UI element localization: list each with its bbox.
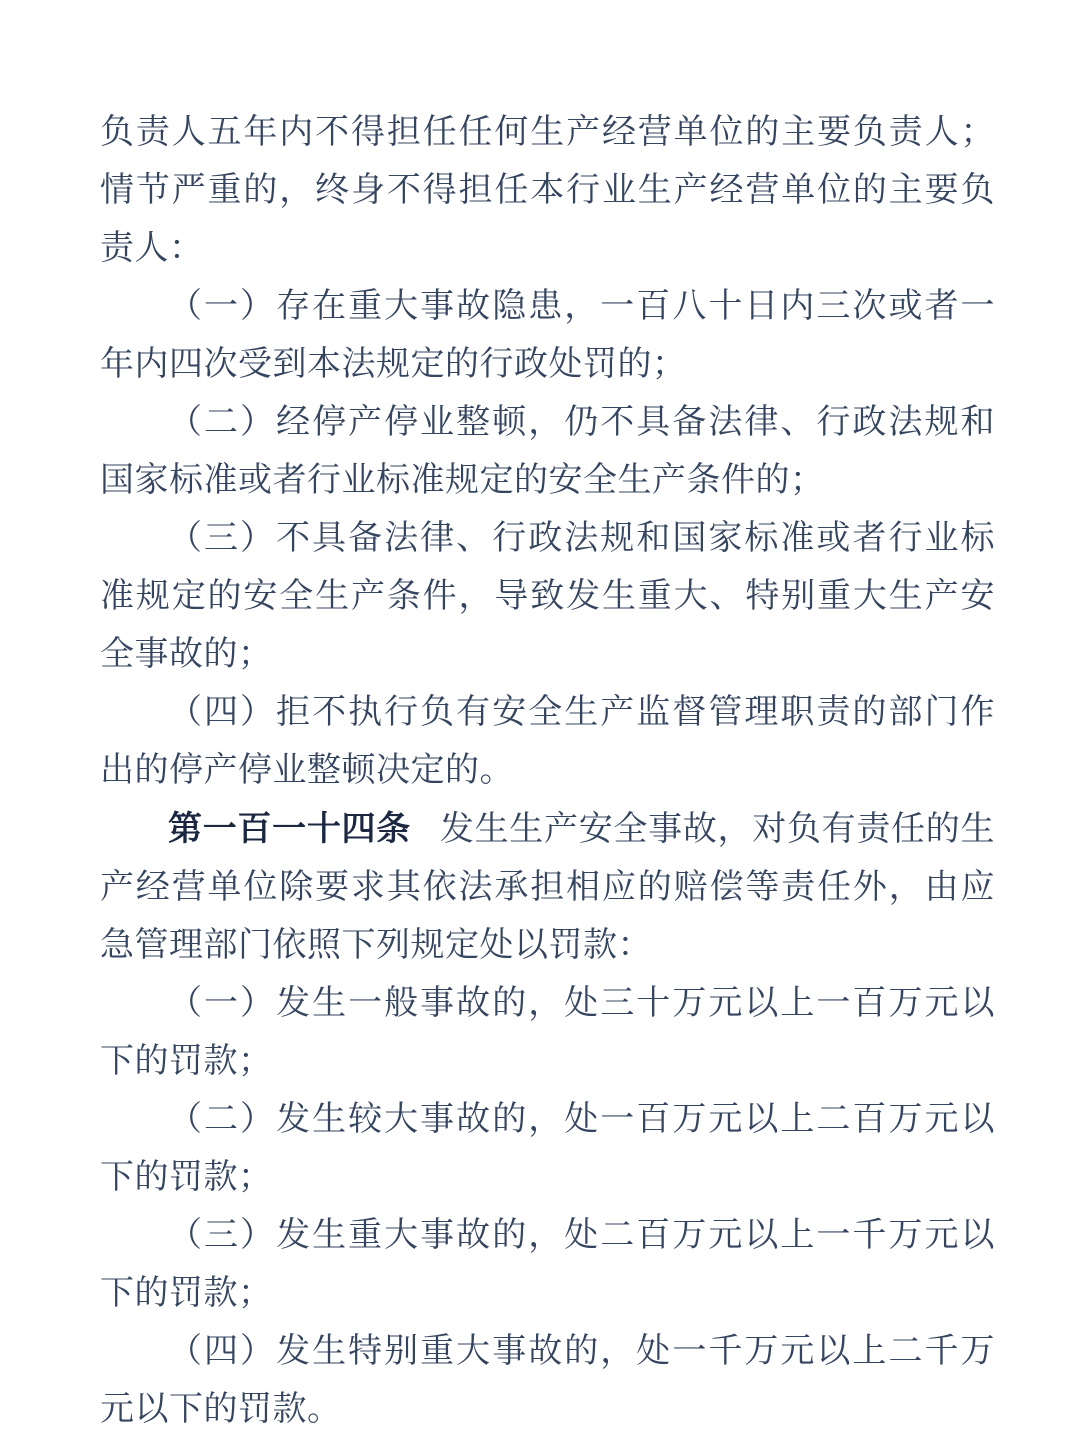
article-114-paragraph [100,800,995,975]
clause-item-1: （一）存在重大事故隐患，一百八十日内三次或者一年内四次受到本法规定的行政处罚的； [100,288,995,383]
clause-item-3: （三）不具备法律、行政法规和国家标准或者行业标准规定的安全生产条件，导致发生重大、特别重大生产安全事故的； [100,520,995,673]
fine-item-4: （四）发生特别重大事故的，处一千万元以上二千万元以下的罚款。 [100,1333,995,1428]
legal-text-body [100,104,995,1439]
fine-item-1: （一）发生一般事故的，处三十万元以上一百万元以下的罚款； [100,985,995,1080]
clause-item-2: （二）经停产停业整顿，仍不具备法律、行政法规和国家标准或者行业标准规定的安全生产条件的； [100,404,995,499]
article-114-number: 第一百一十四条 [168,810,411,848]
fine-item-3: （三）发生重大事故的，处二百万元以上一千万元以下的罚款； [100,1217,995,1312]
paragraph-penalty-continuation: 负责人五年内不得担任任何生产经营单位的主要负责人；情节严重的，终身不得担任本行业生产经营单位的主要负责人： [100,114,995,267]
clause-item-4: （四）拒不执行负有安全生产监督管理职责的部门作出的停产停业整顿决定的。 [100,694,995,789]
fine-item-2: （二）发生较大事故的，处一百万元以上二百万元以下的罚款； [100,1101,995,1196]
article-114-text: 发生生产安全事故，对负有责任的生产经营单位除要求其依法承担相应的赔偿等责任外，由应急管理部门依照下列规定处以罚款： [100,811,996,964]
